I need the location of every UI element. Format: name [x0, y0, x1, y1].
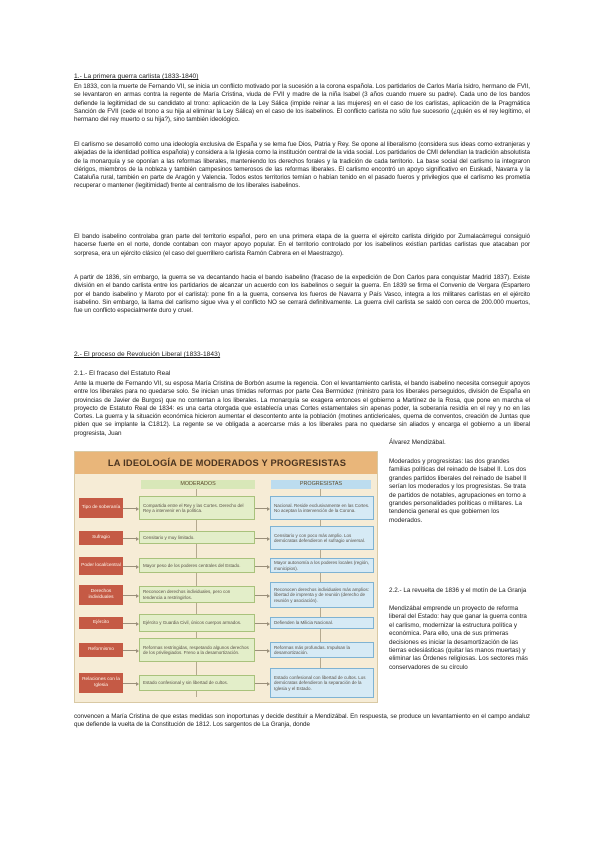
infographic-title: LA IDEOLOGÍA DE MODERADOS Y PROGRESISTAS — [75, 452, 378, 474]
arrowhead-icon — [136, 649, 139, 653]
arrowhead-icon — [136, 594, 139, 598]
moderados-cell: Censitario y muy limitado. — [139, 531, 255, 544]
row-arrow — [123, 508, 137, 509]
row-label: Poder local/central — [79, 557, 123, 575]
section-1-paragraph-2: El carlismo se desarrolló como una ideología exclusiva de España y se lema fue Dios, Patria y Rey. Se opone al liberalismo (considera sus ideas como extranjeras y alejadas de la identidad política española) y considera a la Iglesia como la institución central de la vida social. Los partidarios de CMI defendían la tradición absolutista de la monarquía y se oponían a las reformas liberales, manteniendo los derechos forales y la tradición de cada territorio. La base social del carlismo la integraron clérigos, miembros de la nobleza y también campesinos temerosos de las reformas liberales. El carlismo encontró un apoyo significativo en Euskadi, Navarra y la Cataluña rural, también en parte de Aragón y Valencia. Todos estos territorios temían o habían tenido en el pasado fueros y privilegios que el carlismo les prometía recuperar o mantener (legitimidad) frente al centralismo de los liberales isabelinos. — [74, 141, 530, 190]
section-2-2-paragraph-continued: convencen a María Cristina de que estas medidas son inoportunas y decide destituir a Mendizábal. En respuesta, se produce un levantamiento en el campo andaluz que defiende la vuelta de la Constitución de 1812. Los sargentos de La Granja, donde — [74, 713, 530, 729]
section-1-paragraph-3: El bando isabelino controlaba gran parte del territorio español, pero en una primera etapa de la guerra el ejército carlista dirigido por Zumalacárregui consiguió hacerse fuerte en el norte, donde contaban con mayor apoyo popular. En el territorio controlado por los isabelinos existían partidas carlistas que atacaban por sorpresa, era un ejército clásico (el caso del guerrillero carlista Ramón Cabrera en el Maestrazgo). — [74, 233, 530, 257]
row-label: Sufragio — [79, 531, 123, 545]
arrowhead-icon — [136, 507, 139, 511]
arrowhead-icon — [267, 537, 270, 541]
section-2-paragraph-1: Ante la muerte de Fernando VII, su esposa María Cristina de Borbón asume la regencia. Con el levantamiento carlista, el bando isabelino necesita conseguir apoyos entre los liberales para no quedarse solo. Se inician unas tímidas reformas por parte Cea Bermúdez (ministro para los liberales perseguidos, división de España en provincias de Javier de Burgos) que no contentan a los liberales. La monarquía se exagera entonces el gobierno a Martínez de la Rosa, que pone en marcha el proyecto de Estatuto Real de 1834: es una carta otorgada que establecía unas Cortes estamentales sin apenas poder, la soberanía residía en el rey y no en las Cortes. La guerra y la situación económica hicieron aumentar el descontento ante la población (motines anticlericales, quema de conventos, creación de Juntas que piden que se implante la C1812). La regente se ve obligada a acercarse más a los liberales para no quedarse sin aliados y encarga el gobierno a un liberal progresista, Juan — [74, 380, 530, 437]
row-arrow — [123, 623, 137, 624]
section-2-2-subheading: 2.2.- La revuelta de 1836 y el motín de La Granja — [389, 587, 527, 594]
ideology-row-soberania — [79, 496, 375, 520]
arrowhead-icon — [136, 565, 139, 569]
section-1-paragraph-1: En 1833, con la muerte de Fernando VII, se inicia un conflicto motivado por la sucesión a la corona española. Los partidarios de Carlos María Isidro, hermano de FVII, se levantaron en armas contra la regente de María Cristina, viuda de FVII y madre de la niña Isabel (3 años cuando muere su padre). Cada uno de los bandos defiende la legitimidad de su candidato al trono: aplicación de la Ley Sálica (impide reinar a las mujeres) en el caso de los carlistas, aplicación de la Pragmática Sanción de FVII (cede el trono a su hija al eliminar la Ley Sálica) en el caso de los isabelinos. El conflicto carlista no sólo fue sucesorio (¿quién es el rey legítimo, el hermano del rey muerto o su hija?), sino también ideológico. — [74, 83, 530, 124]
ideology-row-derechos — [79, 582, 375, 608]
arrowhead-icon — [267, 565, 270, 569]
arrowhead-icon — [267, 622, 270, 626]
moderados-cell: Estado confesional y sin libertad de cultos. — [139, 675, 255, 691]
progresistas-cell: Defienden la Milicia Nacional. — [270, 617, 374, 629]
arrowhead-icon — [136, 622, 139, 626]
ideology-row-reformismo — [79, 638, 375, 662]
moderados-cell: Mayor peso de los poderes centrales del Estado. — [139, 558, 255, 573]
section-1-paragraph-4: A partir de 1836, sin embargo, la guerra se va decantando hacia el bando isabelino (fracaso de la expedición de Don Carlos para conquistar Madrid 1837). Existe división en el bando carlista entre los partidarios de alcanzar un acuerdo con los isabelinos o seguir la guerra. En 1839 se firma el Convenio de Vergara (Espartero por el bando isabelino y Maroto por el carlista): pone fin a la guerra, conserva los fueros de Navarra y País Vasco, integra a los militares carlistas en el ejército isabelino. Sin embargo, la llama del carlismo sigue viva y el conflicto NO se cerrará definitivamente. La guerra civil carlista se saldó con cerca de 200.000 muertos, fue un conflicto especialmente duro y cruel. — [74, 274, 530, 315]
ideology-row-iglesia — [79, 668, 375, 698]
arrowhead-icon — [267, 649, 270, 653]
section-2-1-subheading: 2.1.- El fracaso del Estatuto Real — [74, 370, 171, 377]
row-label: Tipo de soberanía — [79, 498, 123, 518]
progresistas-cell: Mayor autonomía a los poderes locales (región, municipios). — [270, 558, 374, 573]
progresistas-cell: Reformas más profundas. Impulsan la desamortización. — [270, 642, 374, 658]
ideology-row-sufragio — [79, 526, 375, 550]
moderados-cell: Reformas restringidas, respetando algunos derechos de los privilegiados. Freno a la desamortización. — [139, 638, 255, 662]
mendizabal-name: Álvarez Mendizábal. — [389, 439, 446, 446]
moderados-cell: Ejército y Guardia Civil, únicos cuerpos armados. — [139, 614, 255, 632]
row-label: Relaciones con la Iglesia — [79, 673, 123, 693]
moderados-column-header: MODERADOS — [141, 480, 255, 489]
arrowhead-icon — [267, 682, 270, 686]
moderados-cell: Reconocen derechos individuales, pero con tendencia a restringirlos. — [139, 586, 255, 603]
arrowhead-icon — [136, 537, 139, 541]
progresistas-cell: Reconocen derechos individuales más amplios: libertad de imprenta y de reunión (derecho de reunión y asociación). — [270, 582, 374, 608]
section-2-2-paragraph: Mendizábal emprende un proyecto de reforma liberal del Estado: hay que ganar la guerra contra el carlismo, modernizar la estructura política y económica. Para ello, una de sus primeras decisiones es iniciar la desamortización de las tierras eclesiásticas (quitar las manos muertas) y eliminar las Órdenes religiosas. Los sectores más conservadores de su círculo — [389, 605, 528, 671]
row-label: Derechos individuales — [79, 585, 123, 605]
progresistas-cell: Censitario y con poco más amplio. Los demócratas defendieron el sufragio universal. — [270, 526, 374, 550]
ideology-row-ejercito — [79, 614, 375, 632]
row-arrow — [123, 650, 137, 651]
arrowhead-icon — [267, 507, 270, 511]
progresistas-cell: Nacional. Reside exclusivamente en las Cortes. No aceptan la intervención de la Corona. — [270, 496, 374, 520]
row-label: Reformismo — [79, 643, 123, 657]
progresistas-cell: Estado confesional con libertad de cultos. Los demócratas defendieron la separación de la Iglesia y el Estado. — [270, 668, 374, 698]
section-1-heading: 1.- La primera guerra carlista (1833-1840) — [74, 73, 199, 80]
row-arrow — [123, 683, 137, 684]
moderados-cell: Compartida entre el Rey y las Cortes. Derecho del Rey a intervenir en la política. — [139, 496, 255, 520]
row-label: Ejército — [79, 617, 123, 629]
moderados-progresistas-note: Moderados y progresistas: las dos grandes familias políticas del reinado de Isabel II. Los dos grandes partidos liberales del reinado de Isabel II serían los moderados y los progresistas. Se trata de partidos de notables, agrupaciones en torno a grandes personalidades políticas o militares. La tendencia general es que gobiernen los moderados. — [389, 458, 527, 524]
row-arrow — [123, 538, 137, 539]
section-2-heading: 2.- El proceso de Revolución Liberal (1833-1843) — [74, 351, 221, 358]
arrowhead-icon — [136, 682, 139, 686]
row-arrow — [123, 595, 137, 596]
row-arrow — [123, 566, 137, 567]
ideology-infographic — [74, 451, 378, 703]
arrowhead-icon — [267, 594, 270, 598]
progresistas-column-header: PROGRESISTAS — [271, 480, 371, 489]
ideology-row-poder — [79, 556, 375, 576]
